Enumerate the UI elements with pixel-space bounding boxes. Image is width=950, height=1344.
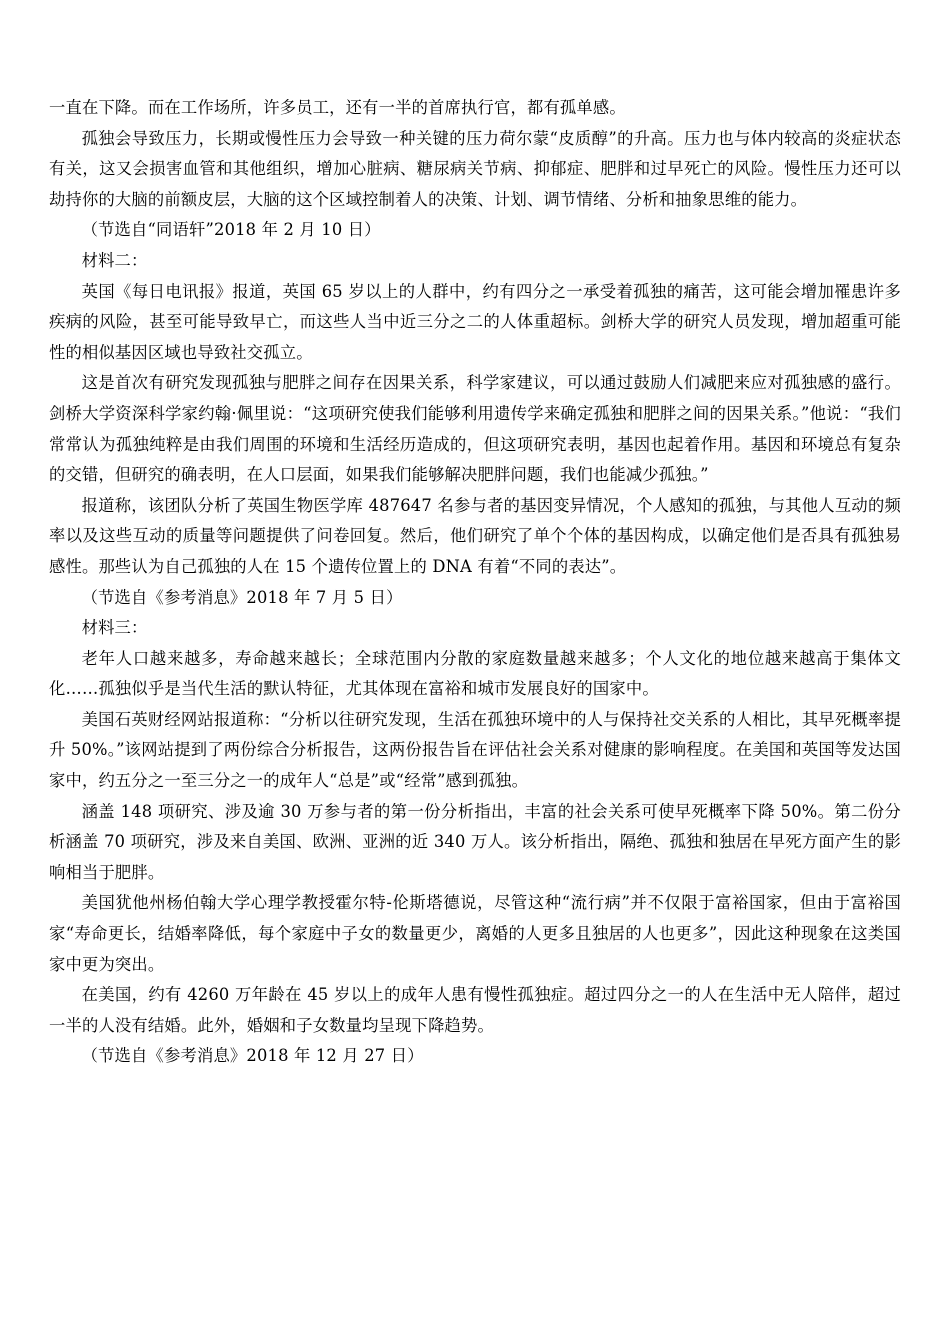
- source-note-1: （节选自“同语轩”2018 年 2 月 10 日）: [81, 220, 381, 240]
- paragraph-stress: 孤独会导致压力，长期或慢性压力会导致一种关键的压力荷尔蒙“皮质醇”的升高。压力也与体内较高的炎症状态有关，这又会损害血管和其他组织，增加心脏病、糖尿病关节病、抑郁症、肥胖和过早死亡的风险。慢性压力还可以劫持你的大脑的前额皮层，大脑的这个区域控制着人的决策、计划、调节情绪、分析和抽象思维的能力。: [49, 128, 901, 209]
- source-note-2: （节选自《参考消息》2018 年 7 月 5 日）: [81, 587, 403, 607]
- paragraph-continuation: 一直在下降。而在工作场所，许多员工，还有一半的首席执行官，都有孤单感。: [49, 98, 626, 117]
- paragraph-meta-analysis: 涵盖 148 项研究、涉及逾 30 万参与者的第一份分析指出，丰富的社会关系可使早死概率下降 50%。第二份分析涵盖 70 项研究，涉及来自美国、欧洲、亚洲的近 340 万人。该分析指出，隔绝、孤独和独居在早死方面产生的影响相当于肥胖。: [49, 801, 901, 882]
- paragraph-us-statistics: 在美国，约有 4260 万年龄在 45 岁以上的成年人患有慢性孤独症。超过四分之一的人在生活中无人陪伴，超过一半的人没有结婚。此外，婚姻和子女数量均呈现下降趋势。: [49, 985, 901, 1035]
- material-three-heading: 材料三：: [81, 618, 148, 638]
- material-two-heading: 材料二：: [81, 250, 148, 270]
- source-note-3: （节选自《参考消息》2018 年 12 月 27 日）: [81, 1046, 424, 1066]
- paragraph-quartz-report: 美国石英财经网站报道称：“分析以往研究发现，生活在孤独环境中的人与保持社交关系的人相比，其早死概率提升 50%。”该网站提到了两份综合分析报告，这两份报告旨在评估社会关系对健康的影响程度。在美国和英国等发达国家中，约五分之一至三分之一的成年人“总是”或“经常”感到孤独。: [49, 709, 901, 791]
- paragraph-causality: 这是首次有研究发现孤独与肥胖之间存在因果关系，科学家建议，可以通过鼓励人们减肥来应对孤独感的盛行。剑桥大学资深科学家约翰·佩里说：“这项研究使我们能够利用遗传学来确定孤独和肥胖之间的因果关系。”他说：“我们常常认为孤独纯粹是由我们周围的环境和生活经历造成的，但这项研究表明，基因也起着作用。基因和环境总有复杂的交错，但研究的确表明，在人口层面，如果我们能够解决肥胖问题，我们也能减少孤独。”: [49, 373, 901, 485]
- paragraph-holt-lunstad: 美国犹他州杨伯翰大学心理学教授霍尔特-伦斯塔德说，尽管这种“流行病”并不仅限于富裕国家，但由于富裕国家“寿命更长，结婚率降低，每个家庭中子女的数量更少，离婚的人更多且独居的人也更多”，因此这种现象在这类国家中更为突出。: [49, 893, 901, 974]
- paragraph-telegraph-report: 英国《每日电讯报》报道，英国 65 岁以上的人群中，约有四分之一承受着孤独的痛苦，这可能会增加罹患许多疾病的风险，甚至可能导致早亡，而这些人当中近三分之二的人体重超标。剑桥大学的研究人员发现，增加超重可能性的相似基因区域也导致社交孤立。: [49, 281, 901, 362]
- paragraph-aging-population: 老年人口越来越多，寿命越来越长；全球范围内分散的家庭数量越来越多；个人文化的地位越来越高于集体文化……孤独似乎是当代生活的默认特征，尤其体现在富裕和城市发展良好的国家中。: [49, 648, 901, 699]
- paragraph-biobank: 报道称，该团队分析了英国生物医学库 487647 名参与者的基因变异情况，个人感知的孤独，与其他人互动的频率以及这些互动的质量等问题提供了问卷回复。然后，他们研究了单个个体的基因构成，以确定他们是否具有孤独易感性。那些认为自己孤独的人在 15 个遗传位置上的 DNA 有着“不同的表达”。: [49, 495, 901, 576]
